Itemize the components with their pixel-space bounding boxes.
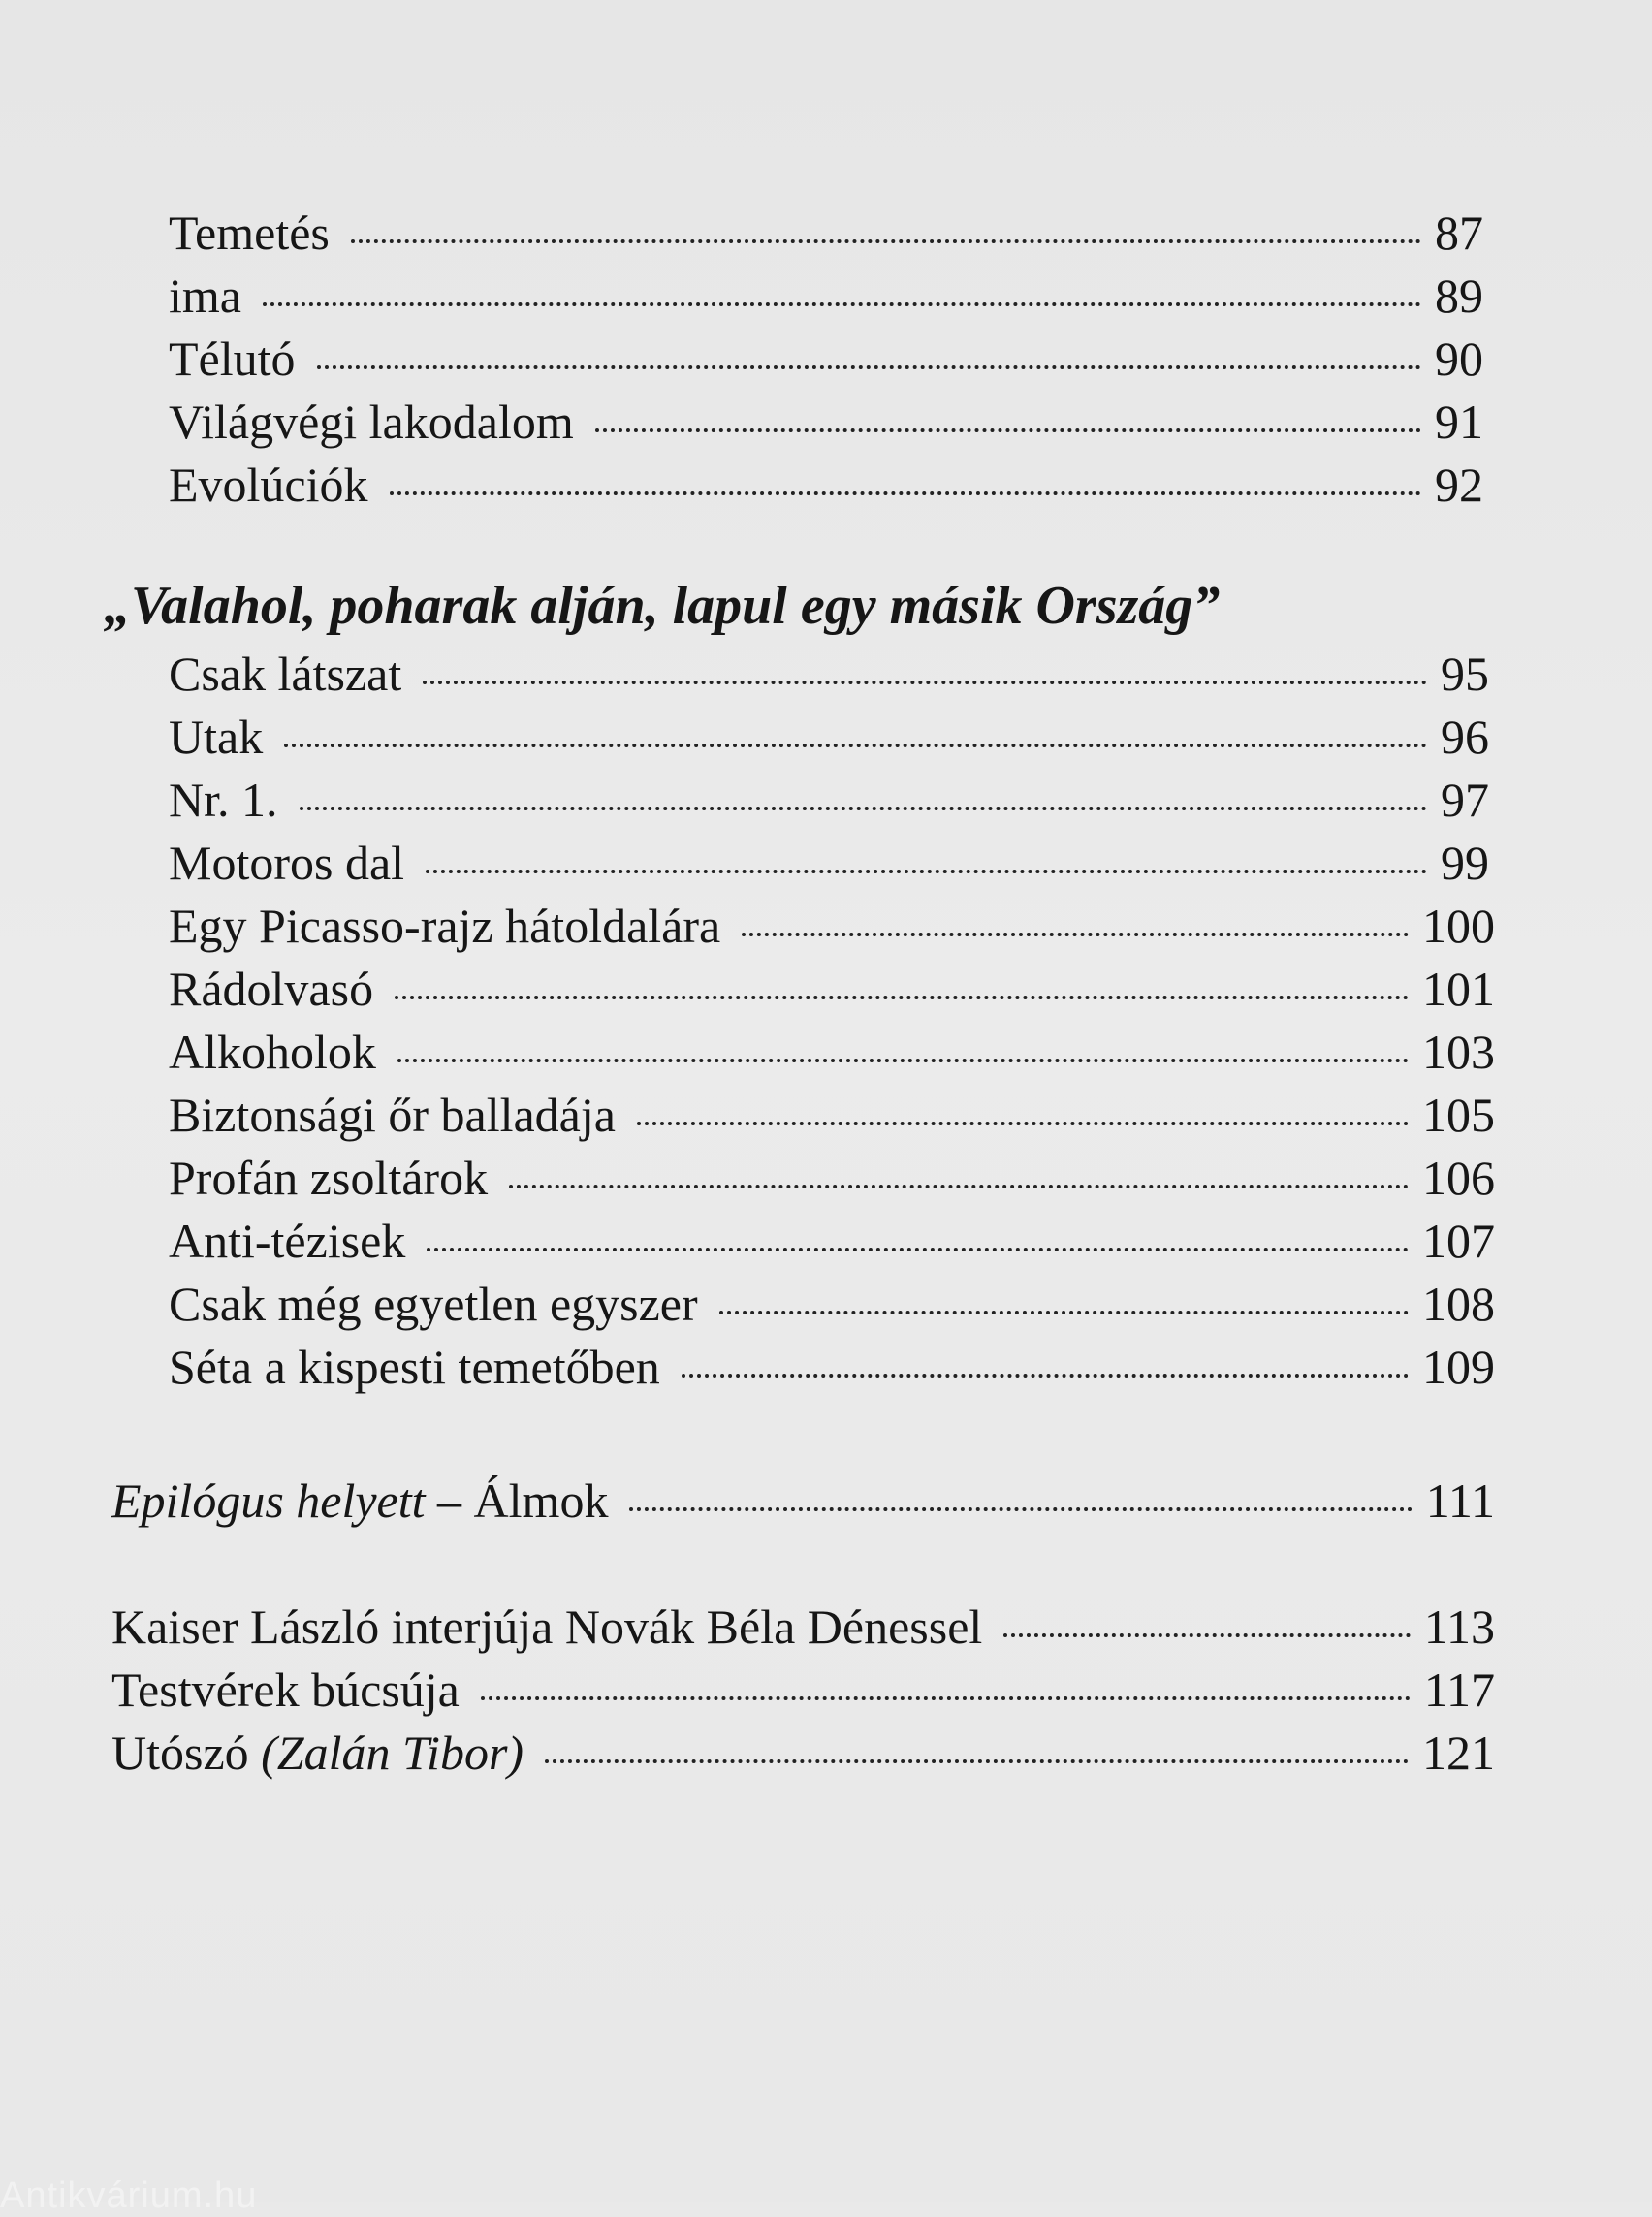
toc-entry — [169, 267, 1483, 325]
dot-leader — [509, 1185, 1409, 1188]
toc-entry-page: 97 — [1441, 773, 1489, 827]
toc-entry — [169, 456, 1483, 514]
toc-entry-title: Egy Picasso-rajz hátoldalára — [169, 899, 721, 953]
dot-leader — [545, 1759, 1409, 1763]
toc-entry — [111, 1661, 1495, 1719]
toc-entry — [169, 960, 1495, 1018]
toc-entry-title: Testvérek búcsúja — [111, 1663, 460, 1717]
dot-leader — [637, 1122, 1409, 1125]
toc-entry-page: 101 — [1422, 962, 1495, 1016]
toc-entry-title: Biztonsági őr balladája — [169, 1088, 616, 1142]
toc-entry-page: 113 — [1423, 1599, 1495, 1654]
toc-entry-title: Evolúciók — [169, 458, 368, 512]
dot-leader — [284, 744, 1427, 747]
dot-leader — [629, 1507, 1412, 1511]
dot-leader — [397, 1059, 1409, 1062]
toc-entry — [169, 1212, 1495, 1270]
toc-entry — [111, 1598, 1495, 1656]
dot-leader — [742, 933, 1409, 936]
toc-entry-title: Alkoholok — [169, 1025, 376, 1079]
toc-entry — [169, 708, 1489, 766]
toc-entry-page: 105 — [1422, 1088, 1495, 1142]
watermark: Antikvárium.hu — [0, 2175, 258, 2216]
dot-leader — [1003, 1633, 1411, 1637]
toc-entry-title: Motoros dal — [169, 836, 405, 890]
toc-entry-title — [111, 1472, 629, 1530]
dot-leader — [719, 1311, 1409, 1314]
toc-entry-page: 96 — [1441, 710, 1489, 764]
toc-entry — [169, 204, 1483, 262]
toc-entry-title — [111, 1724, 545, 1782]
toc-entry-page: 87 — [1435, 206, 1483, 260]
toc-entry — [169, 1023, 1495, 1081]
toc-entry — [169, 1149, 1495, 1207]
epilogue-title-rest: – Álmok — [425, 1473, 609, 1528]
toc-entry — [111, 1724, 1495, 1782]
toc-entry — [169, 330, 1483, 388]
dot-leader — [595, 428, 1421, 432]
toc-entry-title: Profán zsoltárok — [169, 1151, 489, 1205]
dot-leader — [426, 870, 1427, 873]
toc-entry-title: Séta a kispesti temetőben — [169, 1340, 660, 1394]
toc-entry-page: 95 — [1441, 647, 1489, 701]
toc-entry — [169, 834, 1489, 892]
toc-entry-page: 90 — [1435, 332, 1483, 386]
dot-leader — [317, 365, 1421, 369]
toc-entry — [169, 1338, 1495, 1396]
toc-entry-title: Csak látszat — [169, 647, 402, 701]
toc-entry-title: Anti-tézisek — [169, 1214, 406, 1268]
toc-entry-page: 89 — [1435, 269, 1483, 323]
toc-entry — [169, 393, 1483, 451]
toc-entry-page: 103 — [1422, 1025, 1495, 1079]
toc-entry-page: 109 — [1422, 1340, 1495, 1394]
afterword-title: Utószó — [111, 1726, 262, 1780]
toc-entry-page: 92 — [1435, 458, 1483, 512]
dot-leader — [263, 302, 1421, 306]
dot-leader — [351, 239, 1421, 243]
dot-leader — [395, 996, 1409, 999]
toc-entry-title: Világvégi lakodalom — [169, 395, 574, 449]
toc-entry-title: Utak — [169, 710, 264, 764]
toc-entry — [169, 771, 1489, 829]
toc-entry-page: 121 — [1422, 1726, 1495, 1780]
toc-entry-page: 107 — [1422, 1214, 1495, 1268]
toc-entry-page: 108 — [1422, 1277, 1495, 1331]
toc-entry-page: 106 — [1422, 1151, 1495, 1205]
dot-leader — [682, 1374, 1409, 1378]
dot-leader — [300, 807, 1428, 810]
toc-entry-title: Csak még egyetlen egyszer — [169, 1277, 698, 1331]
toc-entry-page: 99 — [1441, 836, 1489, 890]
toc-entry — [169, 645, 1489, 703]
toc-entry-epilogue — [111, 1472, 1495, 1530]
toc-entry-title: Kaiser László interjúja Novák Béla Dénessel — [111, 1599, 983, 1654]
dot-leader — [481, 1696, 1411, 1700]
dot-leader — [390, 491, 1421, 495]
toc-entry-page: 91 — [1435, 395, 1483, 449]
toc-entry-title: Rádolvasó — [169, 962, 374, 1016]
dot-leader — [427, 1248, 1409, 1251]
section-heading: „Valahol, poharak alján, lapul egy másik Ország” — [104, 576, 1221, 636]
toc-entry-page: 117 — [1423, 1663, 1495, 1717]
toc-entry — [169, 1086, 1495, 1144]
dot-leader — [423, 681, 1427, 684]
toc-entry-page: 111 — [1425, 1473, 1495, 1528]
afterword-author: (Zalán Tibor) — [261, 1726, 524, 1780]
toc-entry-title: Temetés — [169, 206, 330, 260]
epilogue-title-italic: Epilógus helyett — [111, 1473, 426, 1528]
toc-entry-page: 100 — [1422, 899, 1495, 953]
toc-entry-title: Nr. 1. — [169, 773, 278, 827]
toc-entry-title: ima — [169, 269, 241, 323]
toc-entry — [169, 1275, 1495, 1333]
toc-entry — [169, 897, 1495, 955]
toc-entry-title: Télutó — [169, 332, 296, 386]
